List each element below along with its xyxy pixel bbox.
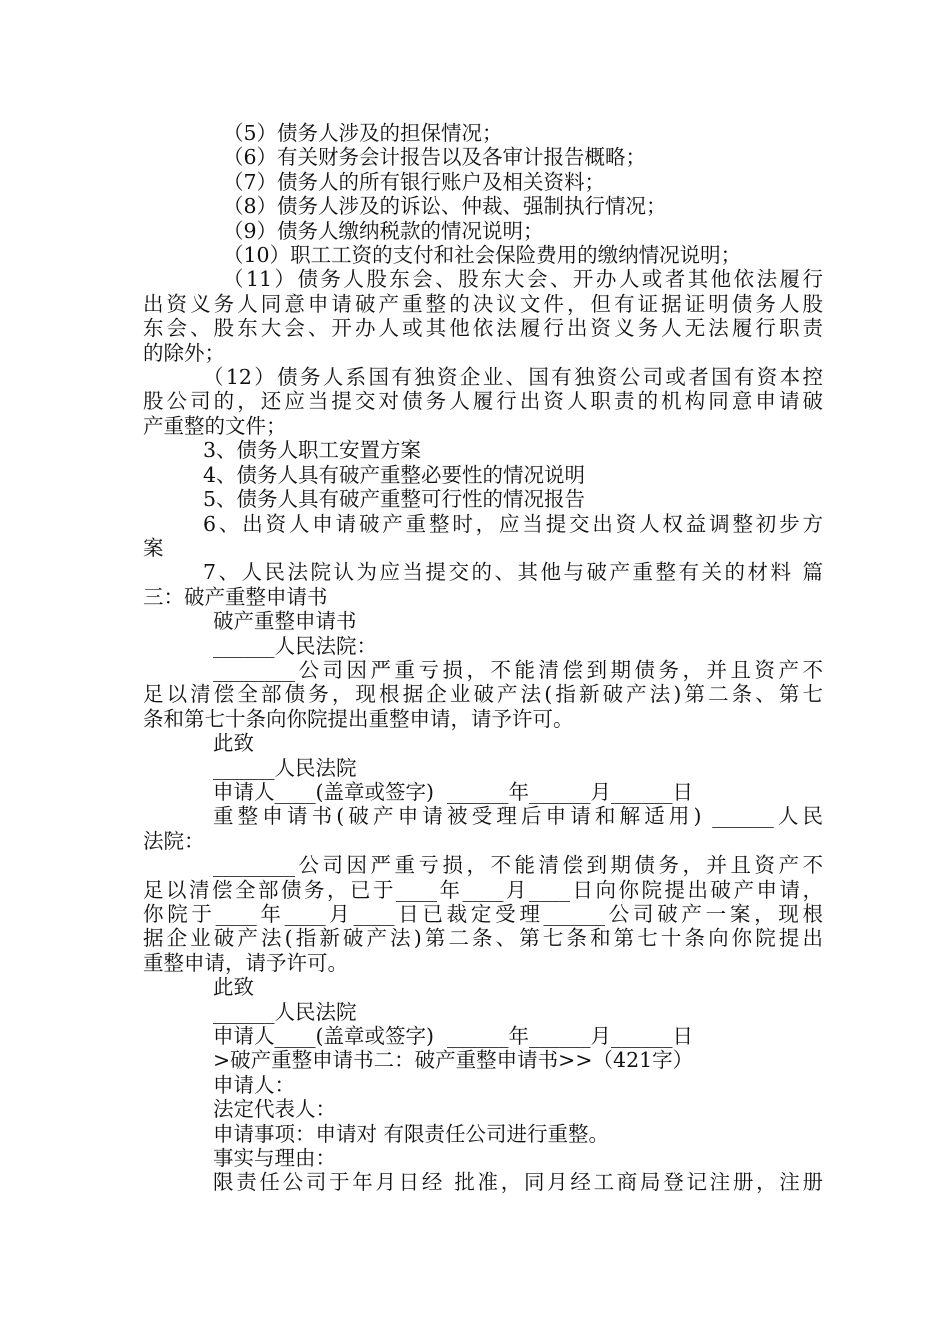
document-line: ______人民法院 — [213, 999, 357, 1024]
document-line: 此致 — [213, 731, 254, 756]
document-line: 破产重整申请书 — [213, 609, 357, 634]
document-line: 条和第七十条向你院提出重整申请，请予许可。 — [143, 706, 574, 731]
document-line: >破产重整申请书二：破产重整申请书>>（421字） — [213, 1048, 694, 1073]
document-line: 6、出资人申请破产重整时，应当提交出资人权益调整初步方 — [203, 511, 823, 536]
document-body — [143, 121, 823, 1195]
document-line: 此致 — [213, 975, 254, 1000]
document-line: 7、人民法院认为应当提交的、其他与破产重整有关的材料 篇 — [203, 560, 823, 585]
document-line: 产重整的文件； — [143, 413, 287, 438]
document-line: 东会、股东大会、开办人或其他依法履行出资义务人无法履行职责 — [143, 316, 823, 341]
document-line: ______人民法院： — [213, 633, 377, 658]
document-line: ________公司因严重亏损，不能清偿到期债务，并且资产不 — [213, 853, 823, 878]
document-line: 重整申请，请予许可。 — [143, 950, 348, 975]
document-line: 申请人____(盖章或签字) ______年______月______日 — [213, 1024, 694, 1049]
document-line: （6）有关财务会计报告以及各审计报告概略； — [223, 145, 647, 170]
document-line: 你院于____年____月____日已裁定受理______公司破产一案，现根 — [143, 902, 823, 926]
document-line: （10）职工工资的支付和社会保险费用的缴纳情况说明； — [223, 243, 742, 268]
document-line: ________公司因严重亏损，不能清偿到期债务，并且资产不 — [213, 657, 823, 682]
document-line: 事实与理由： — [213, 1146, 336, 1171]
document-line: 申请人____(盖章或签字) ______年______月______日 — [213, 779, 694, 804]
document-line: （12）债务人系国有独资企业、国有独资公司或者国有资本控 — [203, 365, 823, 390]
document-line: 限责任公司于年月日经 批准，同月经工商局登记注册，注册 — [213, 1170, 823, 1195]
document-line: 申请事项：申请对 有限责任公司进行重整。 — [213, 1121, 610, 1146]
document-line: 4、债务人具有破产重整必要性的情况说明 — [203, 462, 586, 487]
document-line: 案 — [143, 535, 164, 560]
document-line: 三：破产重整申请书 — [143, 584, 328, 609]
document-line: 法定代表人： — [213, 1097, 336, 1122]
document-line: （5）债务人涉及的担保情况； — [223, 121, 503, 145]
document-line: 法院： — [143, 828, 205, 853]
document-line: （9）债务人缴纳税款的情况说明； — [223, 218, 544, 243]
document-line: 5、债务人具有破产重整可行性的情况报告 — [203, 487, 586, 512]
document-line: （8）债务人涉及的诉讼、仲裁、强制执行情况； — [223, 194, 667, 219]
document-line: 重整申请书(破产申请被受理后申请和解适用) ______人民 — [213, 804, 823, 829]
document-line: 股公司的，还应当提交对债务人履行出资人职责的机构同意申请破 — [143, 389, 823, 414]
document-line: （7）债务人的所有银行账户及相关资料； — [223, 169, 606, 194]
document-line: 出资义务人同意申请破产重整的决议文件，但有证据证明债务人股 — [143, 291, 823, 316]
document-line: （11）债务人股东会、股东大会、开办人或者其他依法履行 — [223, 267, 823, 292]
document-line: 3、债务人职工安置方案 — [203, 438, 422, 463]
document-line: 据企业破产法(指新破产法)第二条、第七条和第七十条向你院提出 — [143, 926, 823, 951]
document-line: 足以清偿全部债务，现根据企业破产法(指新破产法)第二条、第七 — [143, 682, 823, 707]
document-line: 申请人： — [213, 1072, 295, 1097]
document-line: 的除外； — [143, 340, 225, 365]
document-line: 足以清偿全部债务，已于____年____月____日向你院提出破产申请， — [143, 877, 823, 902]
document-line: ______人民法院 — [213, 755, 357, 780]
